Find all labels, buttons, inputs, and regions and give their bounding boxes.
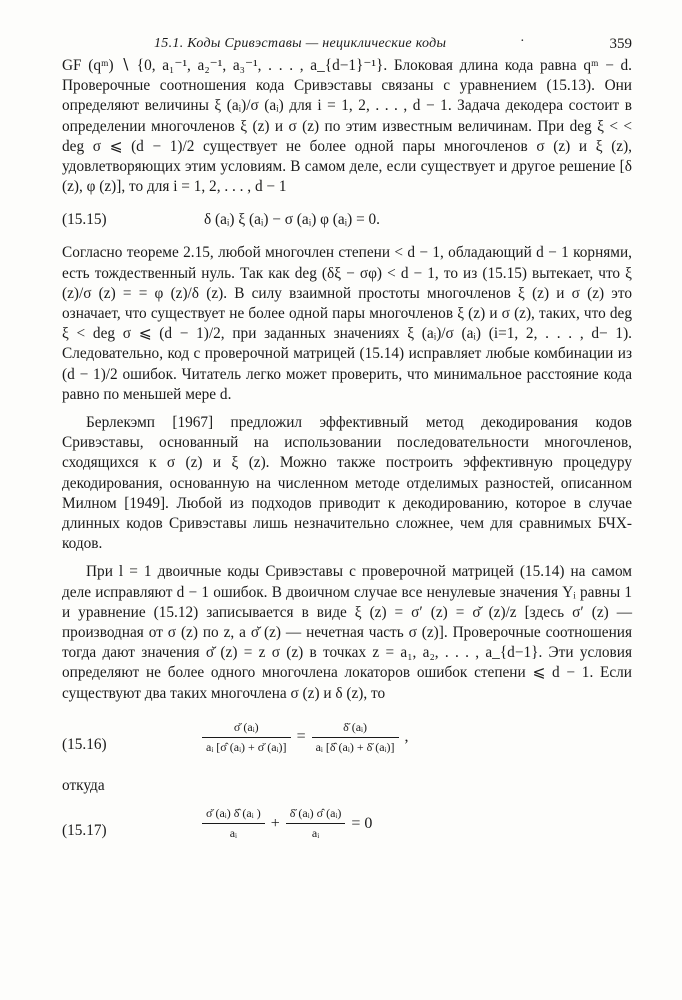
numerator: δ̆ (aᵢ) σ̂ (aᵢ): [286, 806, 346, 824]
fraction-term-1: [202, 806, 265, 841]
page-number: 359: [609, 36, 632, 52]
equation-label: (15.16): [62, 735, 107, 753]
book-page: [62, 32, 632, 862]
comma: ,: [404, 728, 409, 746]
equation-body: [202, 806, 378, 841]
denominator: aᵢ: [229, 826, 237, 841]
equation-label: (15.15): [62, 211, 107, 229]
denominator: aᵢ [σ̂ (aᵢ) + σ̆ (aᵢ)]: [206, 739, 287, 754]
paragraph-4: При l = 1 двоичные коды Сривэставы с проверочной матрицей (15.14) на самом деле исправляют d − 1 ошибок. В двоичном случае все ненулевые значения Yᵢ равны 1 и уравнение (15.12) записывается в виде ξ (z) = σ′ (z) = σ̆ (z)/z [здесь σ′ (z) — производная от σ (z) по z, а σ̆ (z) — нечетная часть σ (z)]. Проверочные соотношения тогда дают значения σ̆ (z) = z σ (z) в точках z = a₁, a₂, . . . , a_{d−1}. Эти условия определяют не более одного многочлена локаторов ошибок степени ⩽ d − 1. Если существуют два таких многочлена σ (z) и δ (z), то: [62, 563, 632, 702]
equation-15-17: [62, 804, 632, 862]
word-otkuda: откуда: [62, 776, 105, 794]
equals-zero: = 0: [351, 814, 373, 832]
fraction-term-2: [286, 806, 346, 841]
equation-body: [202, 720, 415, 755]
paragraph-1: GF (qᵐ) ∖ {0, a₁⁻¹, a₂⁻¹, a₃⁻¹, . . . , a_{d−1}⁻¹}. Блоковая длина кода равна qᵐ − d. Проверочные соотношения кода Сривэставы связаны с уравнением (15.13). Они определяют величины ξ (aᵢ)/σ (aᵢ) для i = 1, 2, . . . , d − 1. Задача декодера состоит в определении многочленов ξ (z) и σ (z) по этим известным величинам. При deg ξ < < deg σ ⩽ (d − 1)/2 существует не более одной пары многочленов σ (z) и ξ (z), удовлетворяющих этим условиям. В самом деле, если существует и другое решение [δ (z), φ (z)], то для i = 1, 2, . . . , d − 1: [62, 57, 632, 196]
equals-sign: =: [296, 728, 306, 746]
equation-15-16: [62, 718, 632, 776]
plus-sign: +: [270, 814, 280, 832]
page-header: [62, 32, 632, 56]
numerator: σ̆ (aᵢ) δ̂ (aᵢ ): [202, 806, 265, 824]
denominator: aᵢ: [311, 826, 320, 841]
header-dot: ·: [520, 34, 525, 49]
running-head: 15.1. Коды Сривэставы — нециклические коды: [154, 36, 447, 51]
equation-body: δ (aᵢ) ξ (aᵢ) − σ (aᵢ) φ (aᵢ) = 0.: [204, 211, 380, 229]
paragraph-3: Берлекэмп [1967] предложил эффективный метод декодирования кодов Сривэставы, основанный на использовании последовательности многочленов, сходящихся к σ (z) и ξ (z). Можно также построить эффективную процедуру декодирования, основанную на численном методе отделимых разностей, описанном Милном [1949]. Любой из подходов приводит к декодированию, которое в случае длинных кодов Сривэставы лишь незначительно сложнее, чем для сравнимых БЧХ-кодов.: [62, 414, 632, 553]
numerator: σ̆ (aᵢ): [202, 720, 291, 738]
equation-label: (15.17): [62, 822, 107, 840]
equation-15-15: [62, 205, 632, 235]
numerator: δ̆ (aᵢ): [312, 720, 399, 738]
paragraph-2: Согласно теореме 2.15, любой многочлен степени < d − 1, обладающий d − 1 корнями, есть тождественный нуль. Так как deg (δξ − σφ) < d − 1, то из (15.15) вытекает, что ξ (z)/σ (z) = = φ (z)/δ (z). В силу взаимной простоты многочленов ξ (z) и σ (z) это означает, что существует не более одной пары многочленов ξ (z) и σ (z), таких, что deg ξ < deg σ ⩽ (d − 1)/2, при заданных значениях ξ (aᵢ)/σ (aᵢ) (i=1, 2, . . . , d− 1). Следовательно, код с проверочной матрицей (15.14) исправляет любые комбинации из (d − 1)/2 ошибок. Читатель легко может проверить, что минимальное расстояние кода равно по меньшей мере d.: [62, 244, 632, 403]
fraction-left: [202, 720, 291, 755]
denominator: aᵢ [δ̂ (aᵢ) + δ̆ (aᵢ)]: [315, 739, 395, 754]
fraction-right: [312, 720, 399, 755]
